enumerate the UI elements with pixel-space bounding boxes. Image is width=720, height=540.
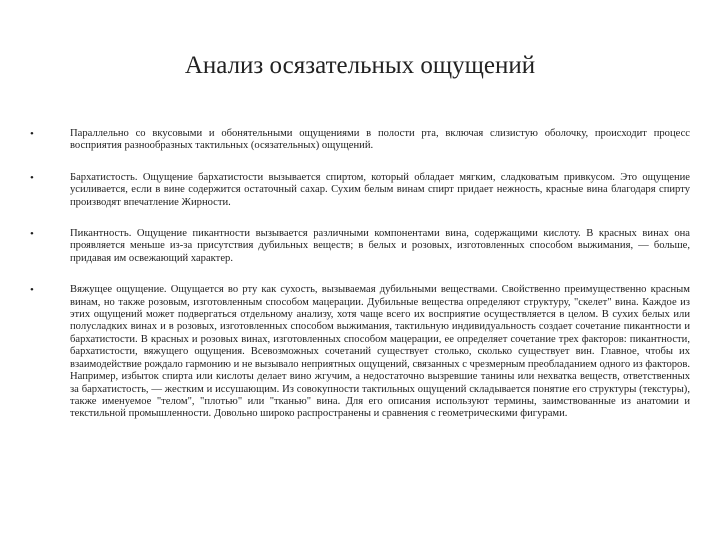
- bullet-icon: •: [30, 228, 34, 241]
- bullet-item-intro: [30, 128, 690, 153]
- bullet-icon: •: [30, 128, 34, 140]
- bullet-text: Бархатистость. Ощущение бархатистости вызывается спиртом, который обладает мягким, сладковатым привкусом. Это ощущение усиливается, если в вине содержится остаточный сахар. Сухим белым винам спирт придает нежность, красные вина благодаря спирту производят впечатление Жирности.: [70, 171, 690, 208]
- bullet-icon: •: [30, 284, 34, 297]
- bullet-item-velvetiness: [30, 172, 690, 209]
- bullet-text: Пикантность. Ощущение пикантности вызывается различными компонентами вина, содержащими кислоту. В красных винах она проявляется меньше из-за присутствия дубильных веществ; в белых и розовых, изготовленных способом выжимания, — больше, придавая им освежающий характер.: [70, 228, 690, 264]
- bullet-list: [30, 128, 690, 440]
- bullet-item-astringency: [30, 284, 690, 420]
- bullet-text: Вяжущее ощущение. Ощущается во рту как сухость, вызываемая дубильными веществами. Свойственно преимущественно красным винам, но также розовым, изготовленным способом мацерации. Дубильные вещества определяют структуру, "скелет" вина. Каждое из этих ощущений может подвергаться отдельному анализу, хотя чаще всего их восприятие осуществляется в целом. В сухих белых или полусладких винах и в розовых, изготовленных способом выжимания, тактильную индивидуальность создает сочетание пикантности и бархатистости. В красных и розовых винах, изготовленных способом мацерации, ее определяет сочетание трех факторов: пикантности, бархатистости, вяжущего ощущения. Всевозможных сочетаний существует столько, сколько существует вин. Главное, чтобы их взаимодействие рождало гармонию и не вызывало неприятных ощущений, связанных с чрезмерным преобладанием одного из факторов. Например, избыток спирта или кислоты делает вино жгучим, а недостаточно вызревшие танины или нехватка веществ, ответственных за бархатистость, — жестким и иссушающим. Из совокупности тактильных ощущений складывается понятие его структуры (текстуры), также именуемое "телом", "плотью" или "тканью" вина. Для его описания используют термины, заимствованные из анатомии и текстильной промышленности. Довольно широко распространены и сравнения с геометрическими фигурами.: [70, 284, 690, 420]
- bullet-text: Параллельно со вкусовыми и обонятельными ощущениями в полости рта, включая слизистую оболочку, происходит процесс восприятия разнообразных тактильных (осязательных) ощущений.: [70, 128, 690, 152]
- bullet-icon: •: [30, 171, 34, 184]
- slide-title: Анализ осязательных ощущений: [184, 52, 536, 79]
- bullet-item-piquancy: [30, 228, 690, 265]
